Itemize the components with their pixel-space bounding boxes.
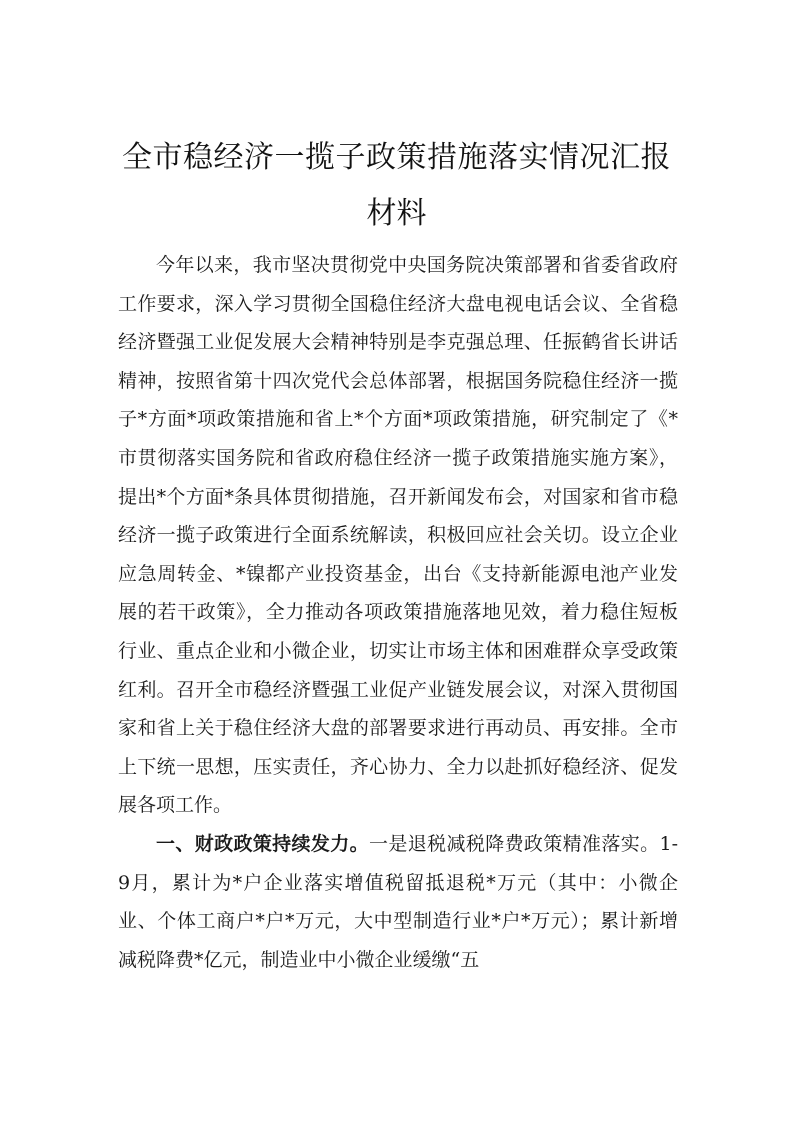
- section-body-fiscal-policy: 一是退税减税降费政策精准落实。1-9月，累计为*户企业落实增值税留抵退税*万元（其中：小微企业、个体工商户*户*万元，大中型制造行业*户*万元）；累计新增减税降费*亿元，制造业中小微企业缓缴“五: [118, 832, 678, 971]
- paragraph-fiscal-policy: [118, 825, 678, 979]
- document-title-line-1: 全市稳经济一揽子政策措施落实情况汇报: [122, 140, 671, 175]
- section-heading-fiscal-policy: 一、财政政策持续发力。: [156, 832, 370, 855]
- document-title-line-2: 材料: [366, 196, 427, 231]
- document-body: [118, 246, 678, 979]
- paragraph-intro: 今年以来，我市坚决贯彻党中央国务院决策部署和省委省政府工作要求，深入学习贯彻全国稳住经济大盘电视电话会议、全省稳经济暨强工业促发展大会精神特别是李克强总理、任振鹤省长讲话精神，按照省第十四次党代会总体部署，根据国务院稳住经济一揽子*方面*项政策措施和省上*个方面*项政策措施，研究制定了《*市贯彻落实国务院和省政府稳住经济一揽子政策措施实施方案》，提出*个方面*条具体贯彻措施，召开新闻发布会，对国家和省市稳经济一揽子政策进行全面系统解读，积极回应社会关切。设立企业应急周转金、*镍都产业投资基金，出台《支持新能源电池产业发展的若干政策》，全力推动各项政策措施落地见效，着力稳住短板行业、重点企业和小微企业，切实让市场主体和困难群众享受政策红利。召开全市稳经济暨强工业促产业链发展会议，对深入贯彻国家和省上关于稳住经济大盘的部署要求进行再动员、再安排。全市上下统一思想，压实责任，齐心协力、全力以赴抓好稳经济、促发展各项工作。: [118, 254, 678, 817]
